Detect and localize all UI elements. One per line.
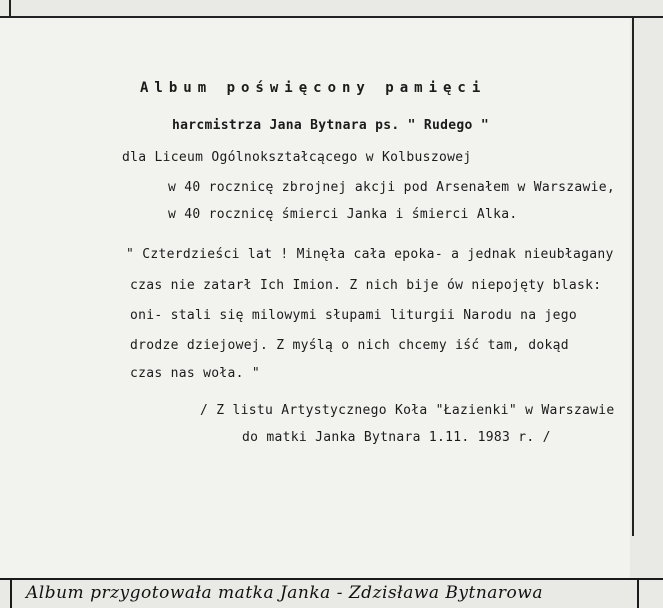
quote-line: czas nie zatarł Ich Imion. Z nich bije ów niepojęty blask:	[130, 278, 602, 293]
anniversary-line-2: w 40 rocznicę śmierci Janka i śmierci Alka.	[168, 207, 518, 222]
typewritten-sheet	[0, 18, 630, 578]
album-page-corner-mark	[637, 578, 639, 608]
album-page-bottom-border	[0, 578, 663, 580]
album-page-corner-mark	[9, 0, 11, 16]
school-line: dla Liceum Ogólnokształcącego w Kolbuszowej	[122, 150, 472, 165]
album-page-corner-mark	[10, 578, 12, 608]
quote-source-line-2: do matki Janka Bytnara 1.11. 1983 r. /	[242, 430, 551, 445]
album-page-top-border	[0, 0, 663, 18]
anniversary-line-1: w 40 rocznicę zbrojnej akcji pod Arsenałem w Warszawie,	[168, 180, 615, 195]
handwritten-note: Album przygotowała matka Janka - Zdzisława Bytnarowa	[26, 583, 543, 603]
quote-source-line-1: / Z listu Artystycznego Koła "Łazienki" w Warszawie	[200, 403, 615, 418]
quote-line: czas nas woła. "	[130, 366, 261, 381]
document-title: Album poświęcony pamięci	[140, 80, 487, 96]
album-page-right-border	[632, 16, 634, 536]
quote-line: drodze dziejowej. Z myślą o nich chcemy iść tam, dokąd	[130, 338, 569, 353]
quote-line: oni- stali się milowymi słupami liturgii Narodu na jego	[130, 308, 577, 323]
quote-line: " Czterdzieści lat ! Minęła cała epoka- a jednak nieubłagany	[126, 247, 614, 262]
dedication-line: harcmistrza Jana Bytnara ps. " Rudego "	[172, 118, 489, 133]
